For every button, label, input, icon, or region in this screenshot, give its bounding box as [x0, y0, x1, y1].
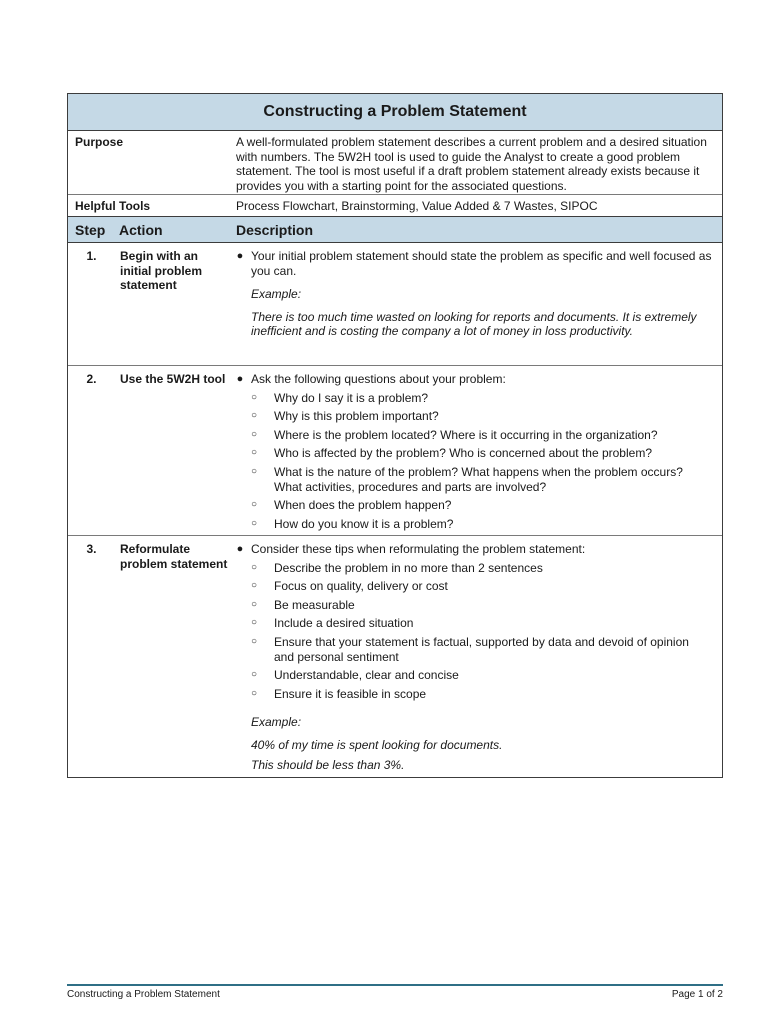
- step-row: [68, 536, 722, 777]
- step-number: 1.: [86, 249, 97, 263]
- step-description: [229, 243, 722, 365]
- bullet-icon: ●: [236, 250, 244, 262]
- problem-statement-table: [67, 93, 723, 778]
- example-label: Example:: [251, 287, 302, 302]
- sub-bullet-item: ○ Be measurable: [251, 597, 355, 612]
- circle-bullet-icon: ○: [251, 499, 258, 511]
- purpose-row: [68, 131, 722, 195]
- column-header-row: [68, 217, 722, 243]
- sub-bullet-item: ○ When does the problem happen?: [251, 498, 452, 513]
- step-column-header: Step: [75, 221, 106, 238]
- circle-bullet-icon: ○: [251, 635, 258, 647]
- helpful-tools-label: Helpful Tools: [75, 199, 151, 213]
- page-number: Page 1 of 2: [671, 989, 723, 1000]
- footer-divider: [67, 984, 723, 986]
- action-column-header: Action: [119, 221, 163, 238]
- sub-bullet-item: ○ Why do I say it is a problem?: [251, 390, 429, 405]
- bullet-item: ● Consider these tips when reformulating the problem statement:: [229, 542, 712, 557]
- bullet-icon: ●: [236, 543, 244, 555]
- circle-bullet-icon: ○: [251, 687, 258, 699]
- helpful-tools-row: [68, 195, 722, 217]
- description-column-header: Description: [236, 221, 314, 238]
- sub-bullet-item: ○ Ensure that your statement is factual, supported by data and devoid of opinion and personal sentiment: [251, 634, 689, 664]
- circle-bullet-icon: ○: [251, 410, 258, 422]
- purpose-label: Purpose: [75, 135, 124, 149]
- circle-bullet-icon: ○: [251, 561, 258, 573]
- example-text-line-1: 40% of my time is spent looking for documents.: [251, 737, 503, 752]
- sub-bullet-item: ○ Why is this problem important?: [251, 409, 439, 424]
- circle-bullet-icon: ○: [251, 580, 258, 592]
- sub-bullet-item: ○ How do you know it is a problem?: [251, 516, 454, 531]
- circle-bullet-icon: ○: [251, 391, 258, 403]
- example-text: There is too much time wasted on looking for reports and documents. It is extremely inefficient and is costing the company a lot of money in loss productivity.: [251, 309, 697, 339]
- sub-bullet-item: ○ Ensure it is feasible in scope: [251, 686, 427, 701]
- bullet-icon: ●: [236, 373, 244, 385]
- step-row: [68, 366, 722, 536]
- table-title: Constructing a Problem Statement: [68, 94, 722, 131]
- step-action: Use the 5W2H tool: [120, 372, 226, 386]
- circle-bullet-icon: ○: [251, 428, 258, 440]
- circle-bullet-icon: ○: [251, 598, 258, 610]
- purpose-text: A well-formulated problem statement describes a current problem and a desired situation with numbers. The 5W2H tool is used to guide the Analyst to create a good problem statement. The tool is most useful if a draft problem statement already exists because it provides you with a starting point for the associated questions.: [236, 135, 707, 193]
- circle-bullet-icon: ○: [251, 447, 258, 459]
- sub-bullet-item: ○ Focus on quality, delivery or cost: [251, 579, 448, 594]
- sub-bullet-item: ○ Describe the problem in no more than 2 sentences: [251, 560, 543, 575]
- circle-bullet-icon: ○: [251, 517, 258, 529]
- sub-bullet-item: ○ Where is the problem located? Where is it occurring in the organization?: [251, 427, 658, 442]
- helpful-tools-text: Process Flowchart, Brainstorming, Value Added & 7 Wastes, SIPOC: [236, 199, 598, 213]
- sub-bullet-item: ○ Include a desired situation: [251, 616, 414, 631]
- circle-bullet-icon: ○: [251, 465, 258, 477]
- step-description: [229, 366, 722, 535]
- step-row: [68, 243, 722, 366]
- sub-bullet-item: ○ What is the nature of the problem? What happens when the problem occurs? What activities, procedures and parts are involved?: [251, 464, 683, 494]
- step-number: 2.: [86, 372, 97, 386]
- footer-title: Constructing a Problem Statement: [67, 989, 220, 1000]
- sub-bullet-item: ○ Understandable, clear and concise: [251, 668, 459, 683]
- step-description: [229, 536, 722, 777]
- step-action: Begin with an initial problem statement: [120, 249, 203, 293]
- bullet-item: ● Ask the following questions about your problem:: [229, 372, 712, 387]
- step-number: 3.: [86, 542, 97, 556]
- sub-bullet-item: ○ Who is affected by the problem? Who is concerned about the problem?: [251, 446, 652, 461]
- example-text-line-2: This should be less than 3%.: [251, 757, 405, 772]
- circle-bullet-icon: ○: [251, 617, 258, 629]
- bullet-item: ● Your initial problem statement should state the problem as specific and well focused as you can.: [229, 249, 712, 278]
- example-label: Example:: [251, 715, 302, 730]
- circle-bullet-icon: ○: [251, 669, 258, 681]
- step-action: Reformulate problem statement: [120, 542, 228, 571]
